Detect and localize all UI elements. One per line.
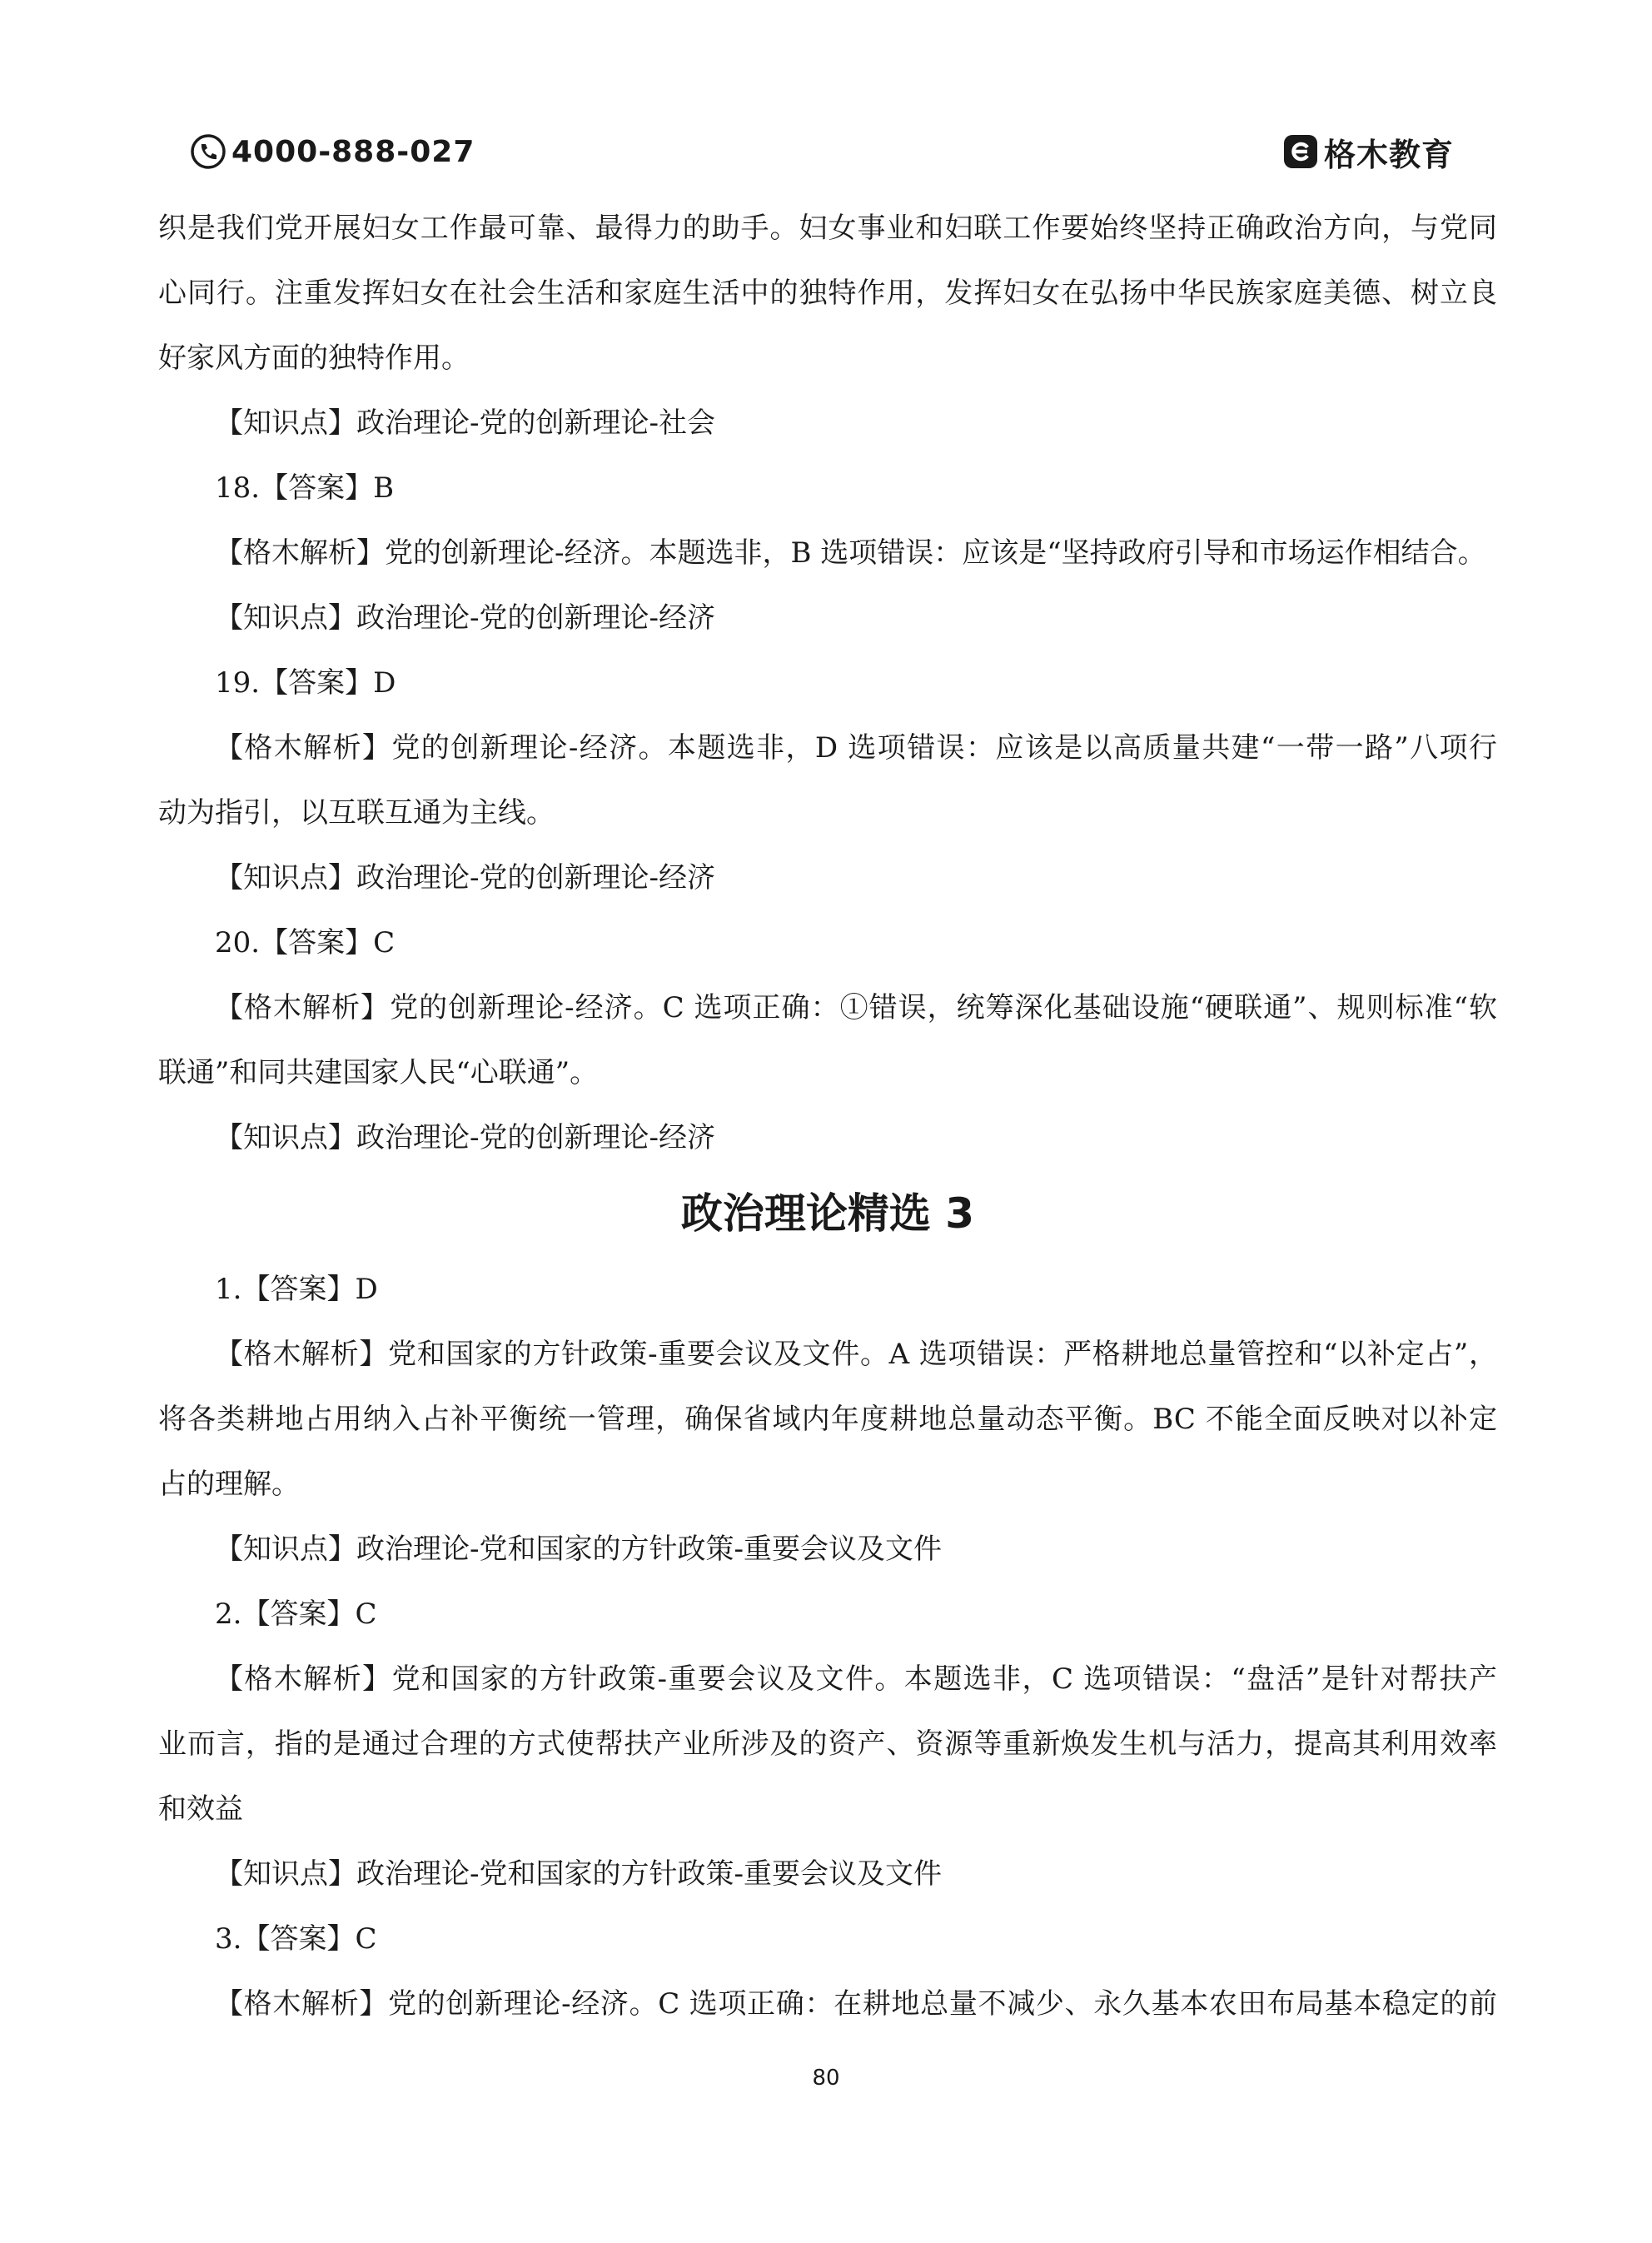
- answer-heading: 2.【答案】C: [215, 1598, 377, 1631]
- brand-logo-icon: [1282, 133, 1319, 170]
- answer-heading: 20.【答案】C: [215, 926, 396, 960]
- analysis-line: 【格木解析】党和国家的方针政策-重要会议及文件。A 选项错误：严格耕地总量管控和“以补定占”，: [215, 1338, 1497, 1371]
- knowledge-point: 【知识点】政治理论-党的创新理论-经济: [215, 1121, 715, 1154]
- paragraph-line: 织是我们党开展妇女工作最可靠、最得力的助手。妇女事业和妇联工作要始终坚持正确政治方向，与党同: [158, 212, 1497, 245]
- answer-heading: 1.【答案】D: [215, 1273, 378, 1306]
- header-brand: [1282, 130, 1454, 173]
- analysis-line: 业而言，指的是通过合理的方式使帮扶产业所涉及的资产、资源等重新焕发生机与活力，提高其利用效率: [158, 1727, 1497, 1761]
- page-number: 80: [812, 2066, 840, 2091]
- phone-number: 4000-888-027: [231, 134, 475, 169]
- paragraph-line: 心同行。注重发挥妇女在社会生活和家庭生活中的独特作用，发挥妇女在弘扬中华民族家庭美德、树立良: [158, 277, 1497, 310]
- analysis-line: 和效益: [158, 1792, 243, 1826]
- analysis-line: 占的理解。: [158, 1468, 300, 1501]
- analysis-line: 【格木解析】党的创新理论-经济。本题选非，B 选项错误：应该是“坚持政府引导和市场运作相结合。: [215, 536, 1486, 570]
- brand-name: 格木教育: [1324, 136, 1455, 173]
- section-title: 政治理论精选 3: [680, 1189, 975, 1238]
- analysis-line: 动为指引，以互联互通为主线。: [158, 796, 555, 830]
- knowledge-point: 【知识点】政治理论-党的创新理论-经济: [215, 861, 715, 895]
- analysis-line: 【格木解析】党的创新理论-经济。C 选项正确：①错误，统筹深化基础设施“硬联通”、规则标准“软: [215, 991, 1497, 1024]
- analysis-line: 【格木解析】党和国家的方针政策-重要会议及文件。本题选非，C 选项错误：“盘活”是针对帮扶产: [215, 1662, 1497, 1696]
- header-phone: [190, 130, 475, 173]
- paragraph-line: 好家风方面的独特作用。: [158, 341, 470, 375]
- document-body: [158, 196, 1497, 2036]
- phone-icon: [190, 133, 226, 170]
- knowledge-point: 【知识点】政治理论-党的创新理论-社会: [215, 406, 715, 440]
- knowledge-point: 【知识点】政治理论-党和国家的方针政策-重要会议及文件: [215, 1857, 942, 1891]
- knowledge-point: 【知识点】政治理论-党和国家的方针政策-重要会议及文件: [215, 1533, 942, 1566]
- analysis-line: 【格木解析】党的创新理论-经济。本题选非，D 选项错误：应该是以高质量共建“一带一路”八项行: [215, 731, 1497, 765]
- analysis-line: 【格木解析】党的创新理论-经济。C 选项正确：在耕地总量不减少、永久基本农田布局基本稳定的前: [215, 1987, 1497, 2021]
- answer-heading: 3.【答案】C: [215, 1922, 377, 1956]
- analysis-line: 将各类耕地占用纳入占补平衡统一管理，确保省域内年度耕地总量动态平衡。BC 不能全面反映对以补定: [158, 1403, 1497, 1436]
- answer-heading: 19.【答案】D: [215, 666, 396, 700]
- answer-heading: 18.【答案】B: [215, 471, 395, 505]
- knowledge-point: 【知识点】政治理论-党的创新理论-经济: [215, 601, 715, 635]
- analysis-line: 联通”和同共建国家人民“心联通”。: [158, 1056, 599, 1089]
